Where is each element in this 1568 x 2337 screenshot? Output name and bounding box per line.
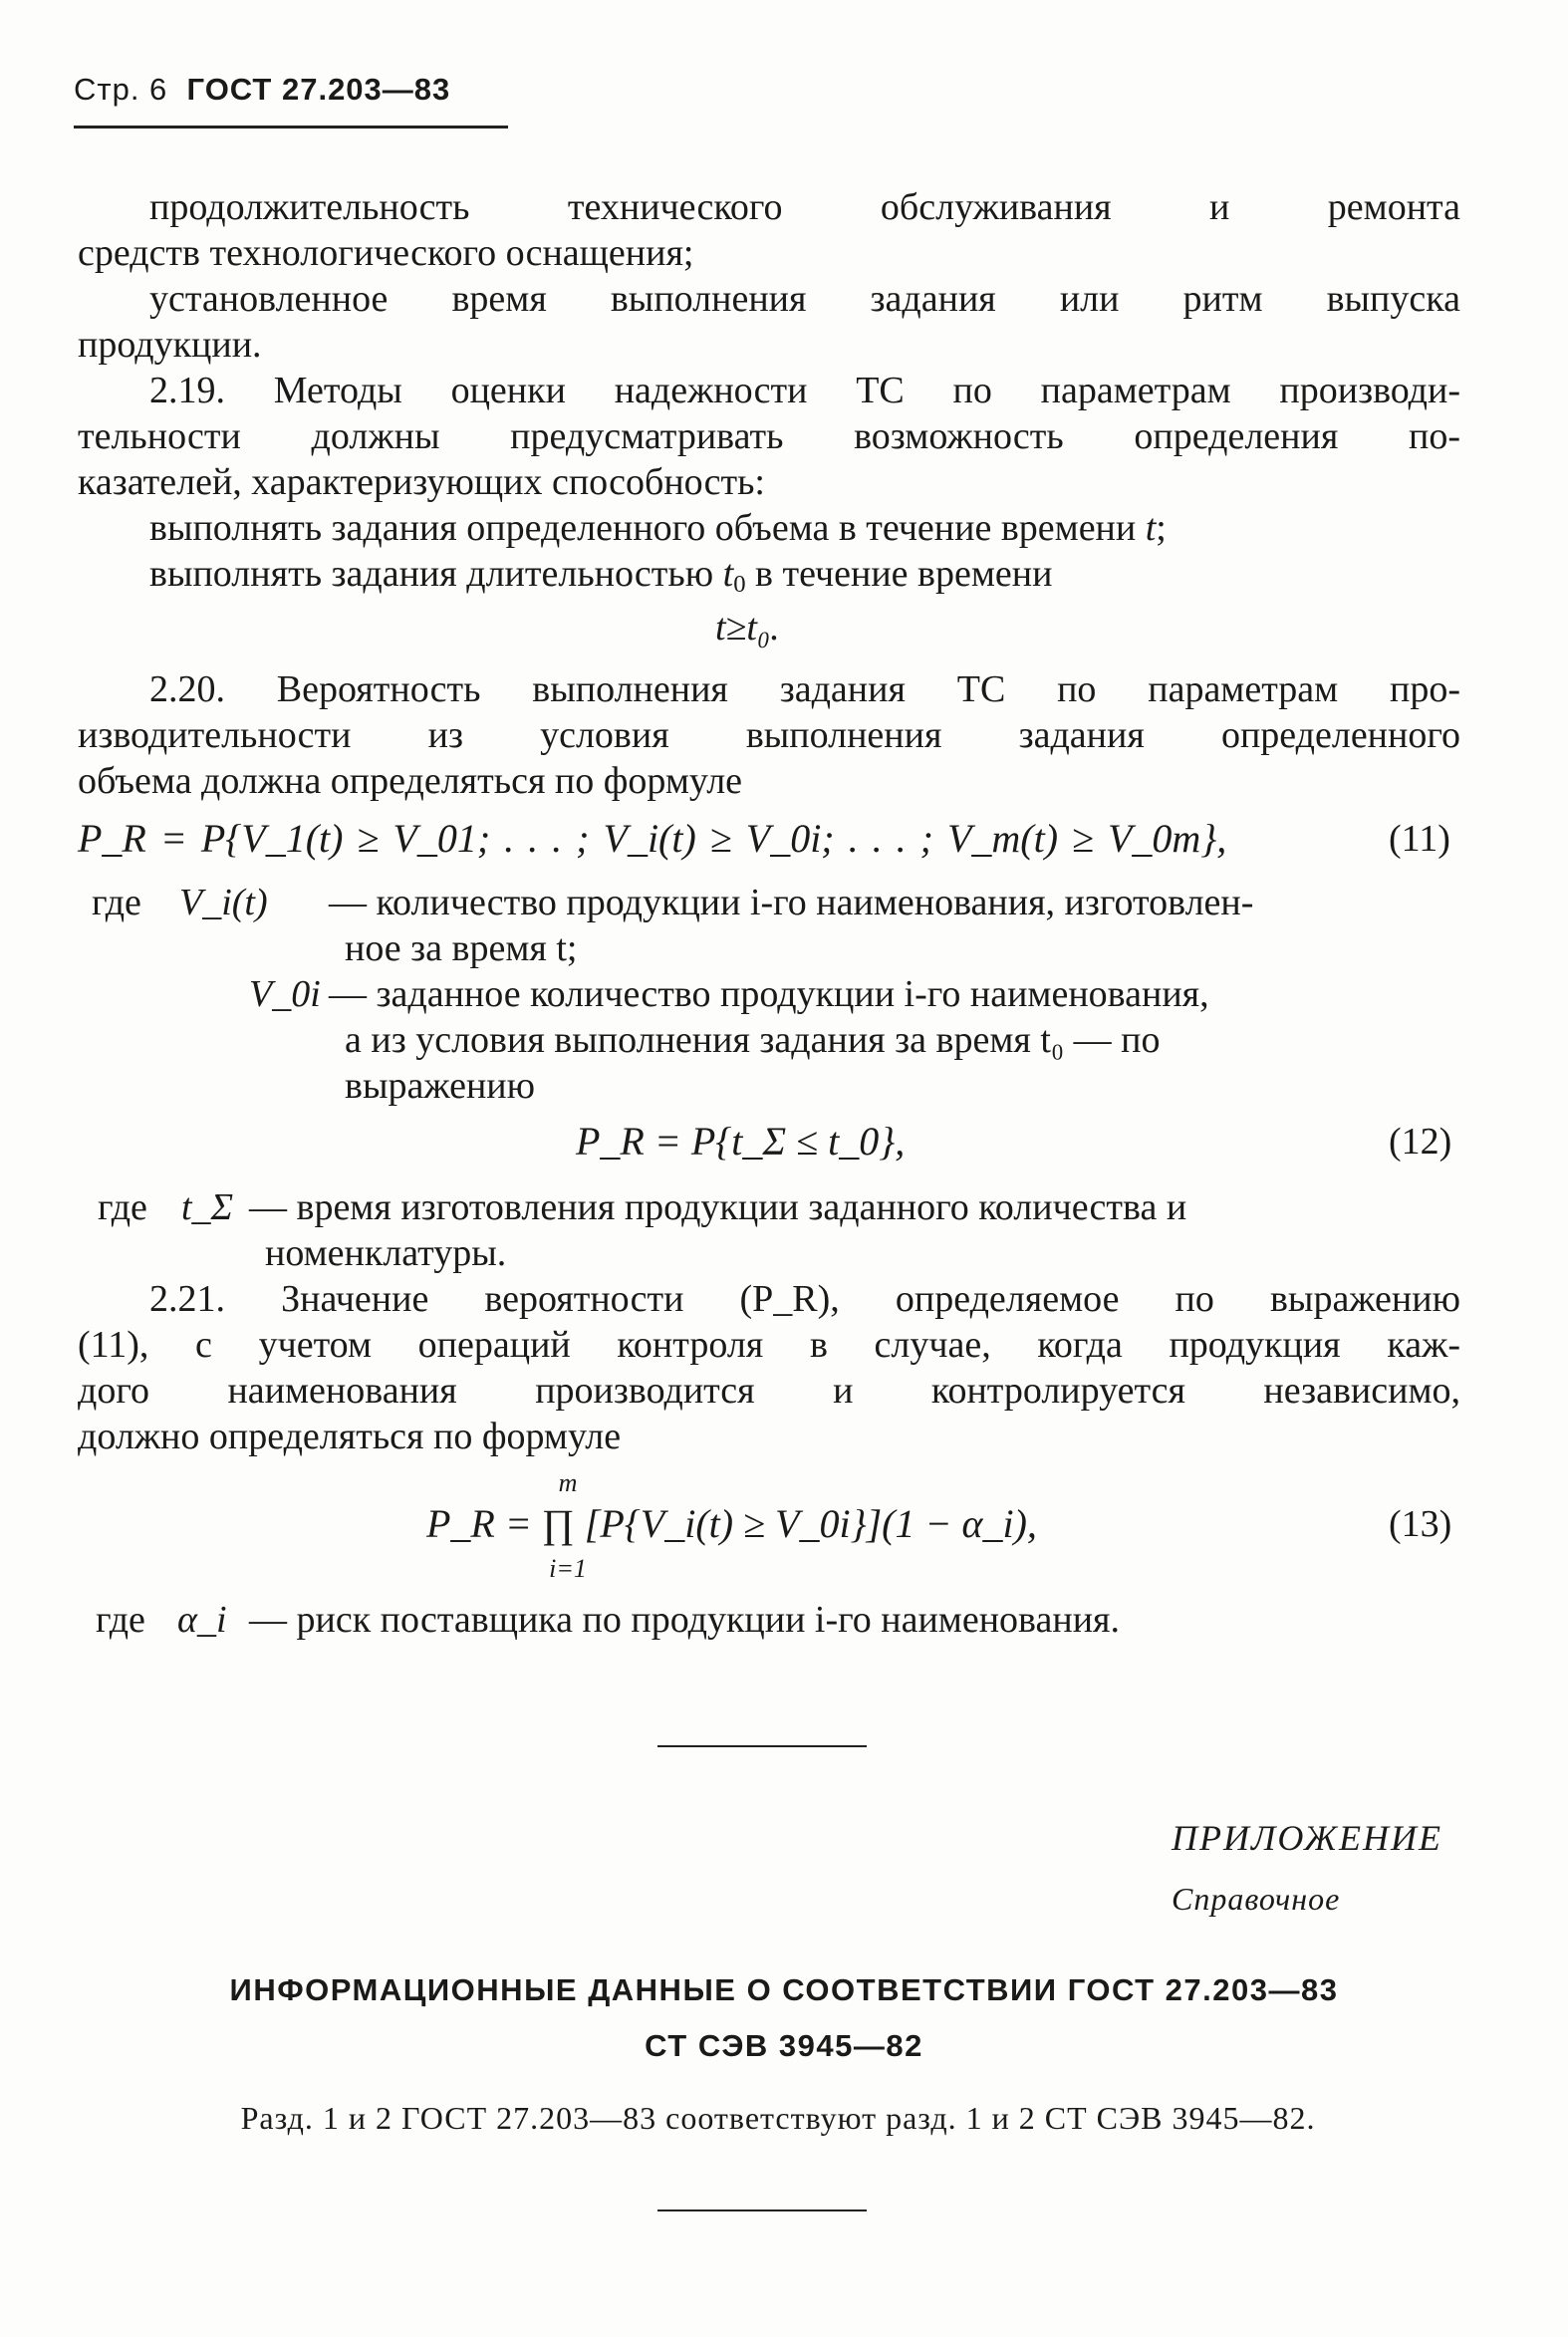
definition-text: выражению <box>345 1065 536 1107</box>
where-label: где <box>92 882 141 923</box>
appendix-heading: ИНФОРМАЦИОННЫЕ ДАННЫЕ О СООТВЕТСТВИИ ГОСТ 27.203—83 <box>229 1972 1339 2007</box>
symbol: α_i <box>177 1599 227 1641</box>
definition-text: — количество продукции i-го наименования, изготовлен- <box>329 882 1254 923</box>
equation-number: (12) <box>1389 1121 1452 1163</box>
definition-text: а из условия выполнения задания за время t₀ — по <box>345 1019 1161 1061</box>
equation-number: (11) <box>1389 818 1450 860</box>
product-upper-limit: m <box>558 1468 578 1497</box>
formula-t-ge-t0: t≥t₀. <box>715 607 780 649</box>
definition-text: номенклатуры. <box>265 1232 507 1274</box>
symbol: V_i(t) <box>179 882 268 923</box>
text-line: средств технологического оснащения; <box>78 232 694 274</box>
symbol: t_Σ <box>181 1186 234 1228</box>
equation-12: P_R = P{t_Σ ≤ t_0}, <box>576 1119 906 1164</box>
equation-number: (13) <box>1389 1503 1452 1545</box>
equation-11: P_R = P{V_1(t) ≥ V_01; . . . ; V_i(t) ≥ V_0i; . . . ; V_m(t) ≥ V_0m}, <box>78 816 1227 861</box>
definition-text: — время изготовления продукции заданного количества и <box>249 1186 1187 1228</box>
clause-2-21: 2.21. Значение вероятности (P_R), определяемое по выражению <box>149 1278 1460 1320</box>
document-code: ГОСТ 27.203—83 <box>186 72 451 107</box>
where-label: где <box>98 1186 147 1228</box>
where-label: где <box>96 1599 145 1641</box>
definition-text: — заданное количество продукции i-го наименования, <box>329 973 1209 1015</box>
appendix-text: Разд. 1 и 2 ГОСТ 27.203—83 соответствуют разд. 1 и 2 СТ СЭВ 3945—82. <box>240 2100 1316 2136</box>
closing-separator <box>657 2209 867 2211</box>
clause-2-19: 2.19. Методы оценки надежности ТС по параметрам производи- <box>149 370 1460 411</box>
equation-13: P_R = ∏ [P{V_i(t) ≥ V_0i}](1 − α_i), <box>426 1501 1037 1546</box>
appendix-heading-2: СТ СЭВ 3945—82 <box>645 2028 923 2063</box>
text-line: продолжительность технического обслуживания и ремонта <box>149 186 1460 228</box>
clause-2-20: 2.20. Вероятность выполнения задания ТС по параметрам про- <box>149 668 1460 710</box>
text-fragment: в течение времени <box>755 553 1053 595</box>
definition-text: — риск поставщика по продукции i-го наименования. <box>249 1599 1121 1641</box>
section-separator <box>657 1745 867 1747</box>
symbol: V_0i <box>249 973 321 1015</box>
text-line: дого наименования производится и контролируется независимо, <box>78 1370 1460 1412</box>
text-line: тельности должны предусматривать возможность определения по- <box>78 415 1460 457</box>
text-line: продукции. <box>78 324 262 366</box>
text-line: изводительности из условия выполнения задания определенного <box>78 714 1460 756</box>
text-line: выполнять задания определенного объема в течение времени t; <box>149 507 1167 549</box>
product-lower-limit: i=1 <box>549 1554 587 1583</box>
text-line: должно определяться по формуле <box>78 1416 622 1457</box>
definition-text: ное за время t; <box>345 927 578 969</box>
appendix-sublabel: Справочное <box>1172 1881 1341 1917</box>
text-line: (11), с учетом операций контроля в случае, когда продукция каж- <box>78 1324 1460 1366</box>
text-line: объема должна определяться по формуле <box>78 760 743 802</box>
appendix-label: ПРИЛОЖЕНИЕ <box>1172 1818 1442 1858</box>
text-line: установленное время выполнения задания или ритм выпуска <box>149 278 1460 320</box>
header-rule <box>74 126 508 129</box>
page-header <box>74 72 450 108</box>
text-line: выполнять задания длительностью $t_0$ в течение времени <box>149 553 1053 599</box>
page-number: Стр. 6 <box>74 72 168 107</box>
text-fragment: выполнять задания определенного объема в течение времени <box>149 507 1137 549</box>
text-line: казателей, характеризующих способность: <box>78 461 765 503</box>
text-fragment: выполнять задания длительностью <box>149 553 714 595</box>
